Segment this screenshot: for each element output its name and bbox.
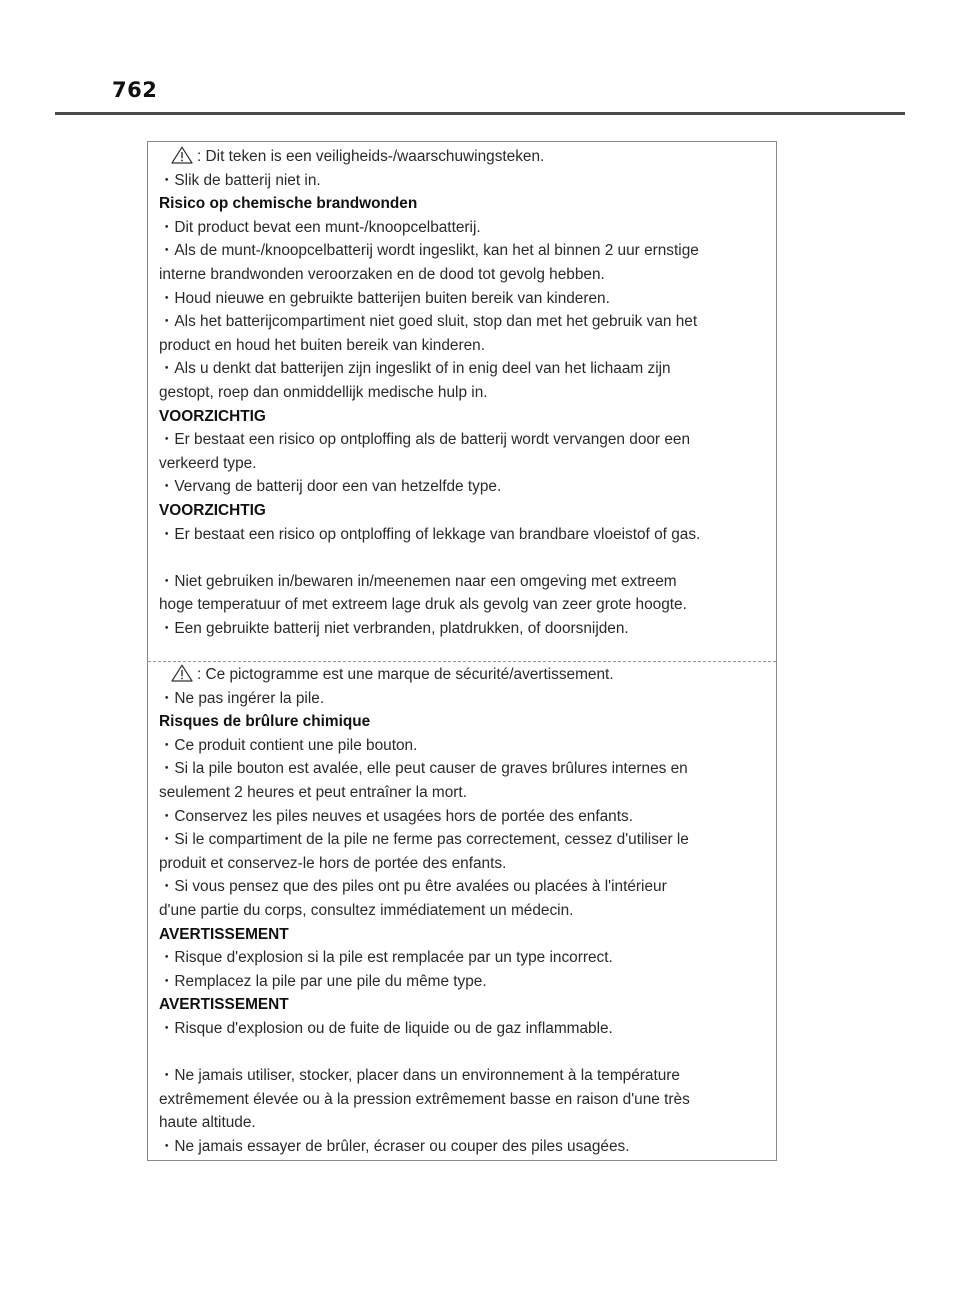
warning-text-line: ・Ne pas ingérer la pile.: [159, 689, 325, 707]
warning-text-line: ・Er bestaat een risico op ontploffing als de batterij wordt vervangen door een: [159, 431, 691, 449]
warning-text-line: produit et conservez-le hors de portée des enfants.: [159, 854, 507, 872]
warning-text-line: ・Risque d'explosion si la pile est remplacée par un type incorrect.: [159, 949, 613, 967]
warning-text-line: ・Slik de batterij niet in.: [159, 171, 321, 189]
warning-symbol-line: [159, 663, 762, 687]
warning-text-line: ・Een gebruikte batterij niet verbranden, platdrukken, of doorsnijden.: [159, 619, 629, 637]
warning-text-line: ・Risque d'explosion ou de fuite de liquide ou de gaz inflammable.: [159, 1019, 613, 1037]
warning-text-line: product en houd het buiten bereik van kinderen.: [159, 336, 485, 354]
warning-text-line: haute altitude.: [159, 1114, 256, 1132]
warning-text-line: ・Ce produit contient une pile bouton.: [159, 736, 418, 754]
warning-text-line: ・Houd nieuwe en gebruikte batterijen buiten bereik van kinderen.: [159, 289, 610, 307]
warning-text-line: hoge temperatuur of met extreem lage druk als gevolg van zeer grote hoogte.: [159, 596, 687, 614]
blank-line: [159, 1041, 762, 1065]
warning-text-line: verkeerd type.: [159, 454, 257, 472]
warning-symbol-text: : Dit teken is een veiligheids-/waarschuwingsteken.: [197, 148, 545, 165]
warning-text-line: seulement 2 heures et peut entraîner la mort.: [159, 783, 467, 801]
warning-heading: AVERTISSEMENT: [159, 925, 289, 943]
section-divider: [148, 661, 776, 662]
warning-heading: AVERTISSEMENT: [159, 996, 289, 1014]
warning-triangle-icon: [171, 664, 193, 682]
page-number: 762: [112, 78, 158, 102]
warning-text-line: ・Ne jamais essayer de brûler, écraser ou couper des piles usagées.: [159, 1137, 630, 1155]
dutch-warning-section: [148, 142, 776, 662]
warning-heading: VOORZICHTIG: [159, 407, 266, 425]
warning-text-line: ・Als het batterijcompartiment niet goed sluit, stop dan met het gebruik van het: [159, 313, 698, 331]
warning-text-line: ・Si le compartiment de la pile ne ferme pas correctement, cessez d'utiliser le: [159, 831, 689, 849]
french-warning-section: [148, 663, 776, 1160]
battery-safety-notice-box: [147, 141, 777, 1161]
warning-text-line: interne brandwonden veroorzaken en de dood tot gevolg hebben.: [159, 265, 605, 283]
warning-heading: VOORZICHTIG: [159, 501, 266, 519]
warning-text-line: gestopt, roep dan onmiddellijk medische hulp in.: [159, 383, 488, 401]
warning-text-line: ・Als de munt-/knoopcelbatterij wordt ingeslikt, kan het al binnen 2 uur ernstige: [159, 242, 699, 260]
warning-text-line: ・Vervang de batterij door een van hetzelfde type.: [159, 478, 502, 496]
warning-text-line: ・Si la pile bouton est avalée, elle peut causer de graves brûlures internes en: [159, 760, 688, 778]
warning-text-line: extrêmement élevée ou à la pression extrêmement basse en raison d'une très: [159, 1090, 690, 1108]
warning-symbol-line: [159, 145, 762, 169]
blank-line: [159, 546, 762, 570]
warning-triangle-icon: [171, 146, 193, 164]
warning-symbol-text: : Ce pictogramme est une marque de sécurité/avertissement.: [197, 666, 614, 683]
warning-text-line: ・Er bestaat een risico op ontploffing of lekkage van brandbare vloeistof of gas.: [159, 525, 701, 543]
warning-text-line: ・Conservez les piles neuves et usagées hors de portée des enfants.: [159, 807, 633, 825]
header-rule: [55, 112, 905, 115]
warning-text-line: d'une partie du corps, consultez immédiatement un médecin.: [159, 901, 574, 919]
warning-heading: Risques de brûlure chimique: [159, 713, 371, 731]
warning-text-line: ・Ne jamais utiliser, stocker, placer dans un environnement à la température: [159, 1067, 680, 1085]
warning-text-line: ・Si vous pensez que des piles ont pu être avalées ou placées à l'intérieur: [159, 878, 667, 896]
warning-text-line: ・Als u denkt dat batterijen zijn ingeslikt of in enig deel van het lichaam zijn: [159, 360, 671, 378]
warning-heading: Risico op chemische brandwonden: [159, 195, 418, 213]
warning-text-line: ・Dit product bevat een munt-/knoopcelbatterij.: [159, 218, 481, 236]
warning-text-line: ・Remplacez la pile par une pile du même type.: [159, 972, 487, 990]
warning-text-line: ・Niet gebruiken in/bewaren in/meenemen naar een omgeving met extreem: [159, 572, 677, 590]
